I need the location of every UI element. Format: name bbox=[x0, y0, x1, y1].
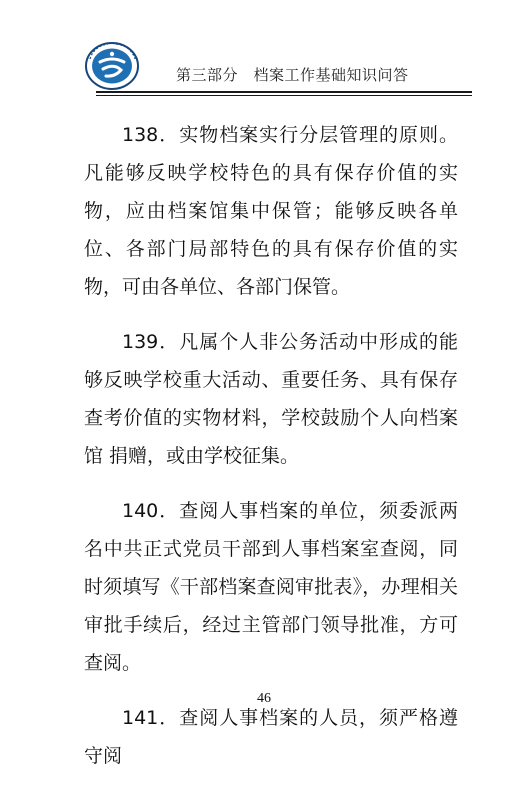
header-divider bbox=[96, 91, 472, 93]
page-number: 46 bbox=[257, 691, 271, 706]
paragraph-138: 138．实物档案实行分层管理的原则。凡能够反映学校特色的具有保存价值的实物，应由档案馆集中保管；能够反映各单位、各部门局部特色的具有保存价值的实物，可由各单位、各部门保管。 bbox=[84, 124, 458, 298]
school-logo-icon bbox=[84, 41, 140, 91]
paragraph-140: 140．查阅人事档案的单位，须委派两名中共正式党员干部到人事档案室查阅，同时须填写《干部档案查阅审批表》，办理相关审批手续后，经过主管部门领导批准，方可查阅。 bbox=[84, 500, 458, 674]
paragraph-139: 139．凡属个人非公务活动中形成的能够反映学校重大活动、重要任务、具有保存查考价值的实物材料，学校鼓励个人向档案馆 捐赠，或由学校征集。 bbox=[84, 331, 458, 467]
page-header-title: 第三部分 档案工作基础知识问答 bbox=[176, 66, 409, 84]
header-divider-thin bbox=[96, 95, 472, 96]
paragraph-141: 141．查阅人事档案的人员，须严格遵守阅 bbox=[84, 707, 458, 767]
